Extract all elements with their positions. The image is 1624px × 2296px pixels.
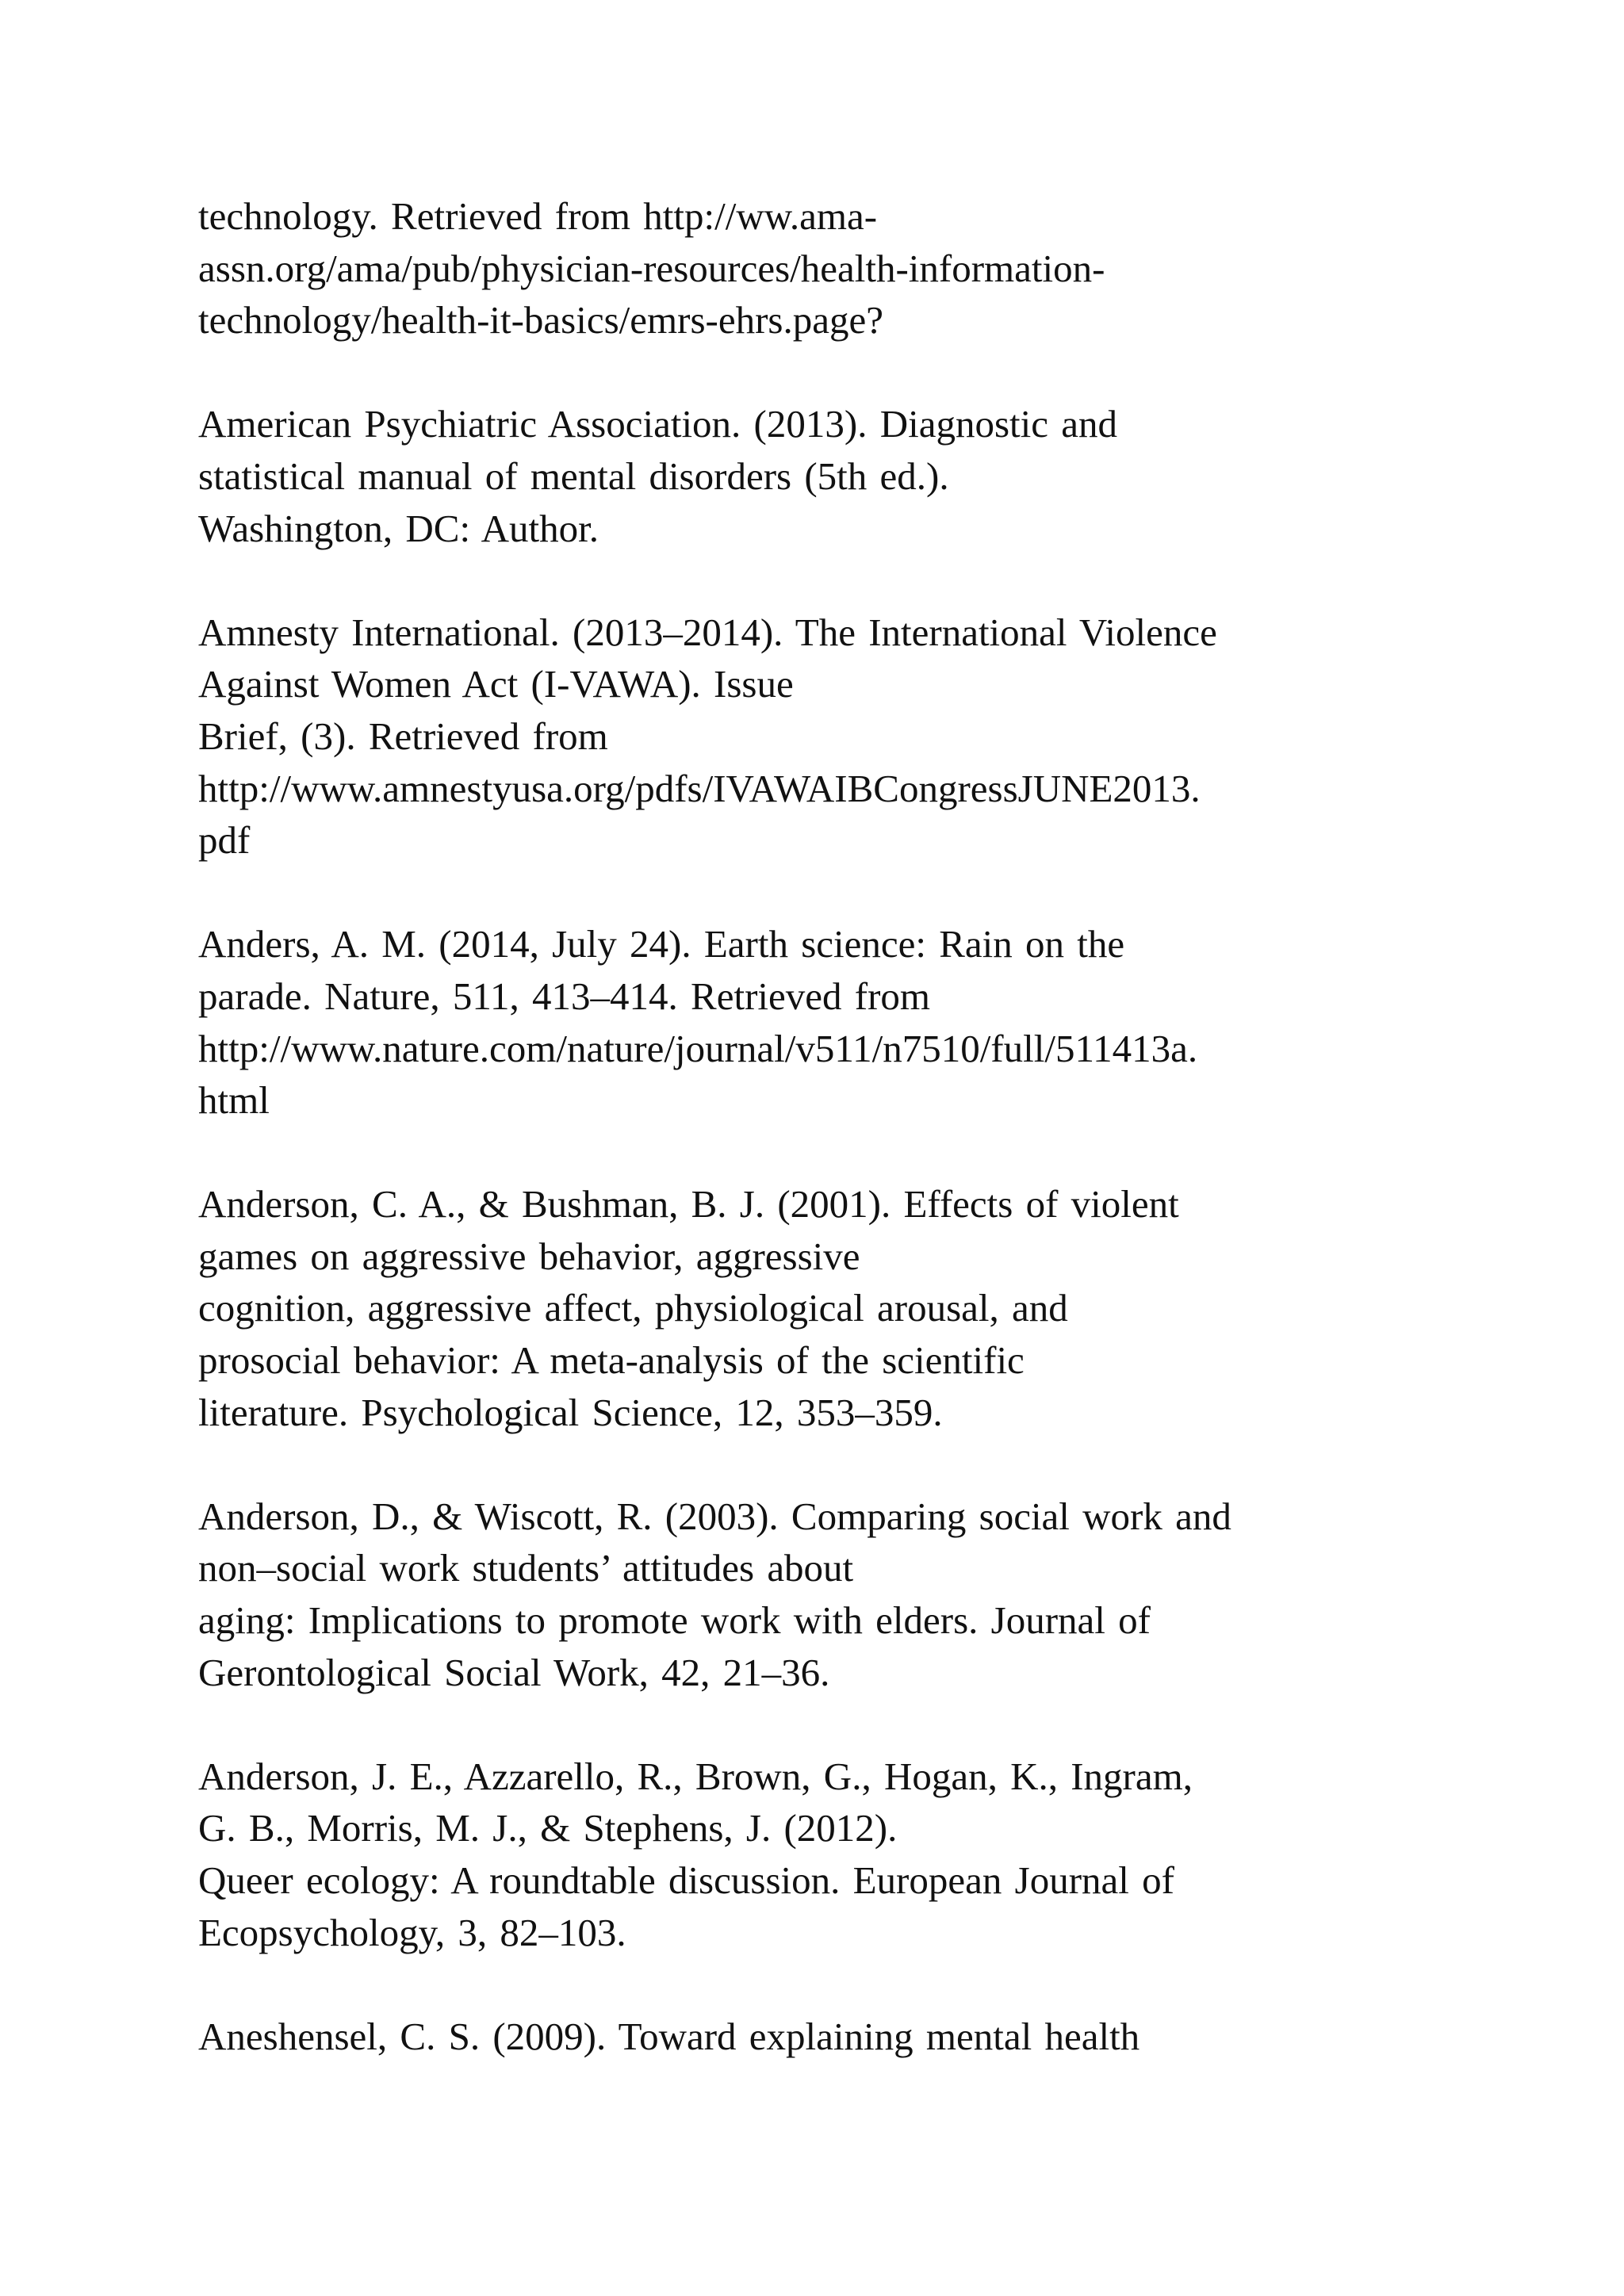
- reference-line: Queer ecology: A roundtable discussion. European Journal of: [198, 1858, 1174, 1902]
- reference-entry-anders: [198, 918, 1515, 1126]
- reference-line: Anders, A. M. (2014, July 24). Earth science: Rain on the: [198, 922, 1125, 966]
- reference-entry-anderson-azzarello: [198, 1751, 1515, 1958]
- reference-line: technology. Retrieved from http://ww.ama-: [198, 194, 878, 238]
- reference-entry-aneshensel: [198, 2011, 1515, 2063]
- reference-line: Gerontological Social Work, 42, 21–36.: [198, 1650, 830, 1694]
- reference-line: http://www.nature.com/nature/journal/v511/n7510/full/511413a.: [198, 1026, 1198, 1070]
- reference-line: Against Women Act (I-VAWA). Issue: [198, 662, 794, 706]
- reference-line: non–social work students’ attitudes about: [198, 1546, 854, 1590]
- reference-line: parade. Nature, 511, 413–414. Retrieved from: [198, 974, 931, 1018]
- reference-line: http://www.amnestyusa.org/pdfs/IVAWAIBCongressJUNE2013.: [198, 766, 1201, 810]
- reference-line: cognition, aggressive affect, physiological arousal, and: [198, 1286, 1068, 1330]
- reference-line: G. B., Morris, M. J., & Stephens, J. (2012).: [198, 1806, 898, 1850]
- reference-line: Anderson, D., & Wiscott, R. (2003). Comparing social work and: [198, 1494, 1231, 1538]
- reference-line: Aneshensel, C. S. (2009). Toward explaining mental health: [198, 2014, 1140, 2058]
- reference-line: American Psychiatric Association. (2013). Diagnostic and: [198, 402, 1117, 446]
- reference-line: pdf: [198, 818, 251, 863]
- reference-line: Brief, (3). Retrieved from: [198, 714, 608, 758]
- reference-line: technology/health-it-basics/emrs-ehrs.page?: [198, 298, 883, 342]
- reference-line: literature. Psychological Science, 12, 353–359.: [198, 1390, 943, 1434]
- reference-line: Washington, DC: Author.: [198, 506, 599, 550]
- reference-line: Amnesty International. (2013–2014). The International Violence: [198, 610, 1217, 654]
- reference-line: statistical manual of mental disorders (5th ed.).: [198, 453, 949, 498]
- reference-line: prosocial behavior: A meta-analysis of the scientific: [198, 1338, 1025, 1383]
- reference-list: [198, 190, 1515, 2062]
- reference-line: html: [198, 1078, 270, 1123]
- reference-line: games on aggressive behavior, aggressive: [198, 1234, 860, 1278]
- reference-line: Anderson, J. E., Azzarello, R., Brown, G., Hogan, K., Ingram,: [198, 1754, 1193, 1798]
- reference-entry-anderson-wiscott: [198, 1490, 1515, 1698]
- reference-entry-apa-dsm5: [198, 398, 1515, 554]
- reference-entry-anderson-bushman: [198, 1178, 1515, 1438]
- reference-line: Ecopsychology, 3, 82–103.: [198, 1910, 626, 1954]
- reference-entry-amnesty: [198, 607, 1515, 867]
- reference-entry-ama-ehr: [198, 190, 1515, 346]
- reference-line: Anderson, C. A., & Bushman, B. J. (2001). Effects of violent: [198, 1182, 1179, 1226]
- reference-line: aging: Implications to promote work with elders. Journal of: [198, 1598, 1151, 1643]
- reference-line: assn.org/ama/pub/physician-resources/health-information-: [198, 246, 1105, 290]
